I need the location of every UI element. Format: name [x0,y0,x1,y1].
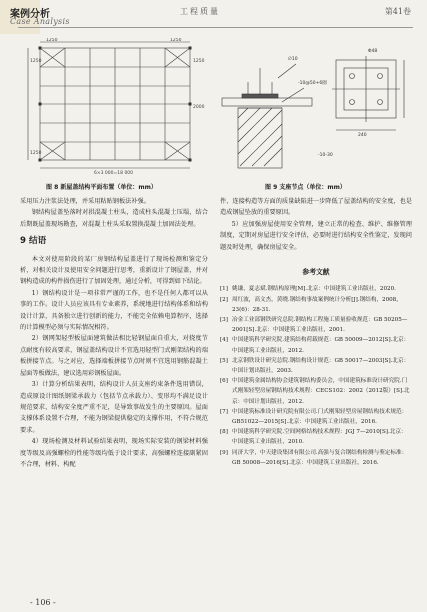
page-header [0,0,427,34]
reference-number: [7] [220,408,228,415]
reference-text: 中国建筑科学研究院.建筑结构荷载规范：GB 50009—2012[S].北京：中国建筑工业出版社，2012. [232,337,410,354]
reference-number: [4] [220,337,228,344]
paragraph: 4）现场检测及材料试验结果表明，现场实际安装的钢梁材料强度等级及高强螺栓的性能等级均低于设计要求，高强螺栓连接副紧固不合理，材料、构配 [20,438,208,468]
joint-label: -10@50+6圈 [298,81,327,86]
reference-item [220,376,412,407]
reference-text: 中国建筑科学研究院.空间网格结构技术规程：JGJ 7—2010[S].北京：中国建筑工业出版社，2010. [232,429,407,446]
figure-8-caption: 图 8 新屋盖结构平面布置（单位：mm） [46,184,157,191]
reference-text: 同济大学，中天建设集团有限公司.高强与复合钢结构检测与鉴定标准：GB 50008—2016[S].北京：中国建筑工业出版社，2016. [232,449,408,466]
figure-9-joint-drawing [218,38,413,176]
section-title: 案例分析 [10,9,50,20]
reference-text: 周红波，高文杰，黄晓.钢结构事故案例统计分析[J].钢结构，2008，23(6)：28-31. [232,296,402,313]
reference-item [220,427,412,447]
paragraph: 本文对使用阶段的某厂房钢结构屋盖进行了现场检测和鉴定分析，对相关设计及使用安全问题进行思考，重新设计了钢屋盖，并对钢构造成的构件损伤进行了加固处理，通过分析，可得到如下结论。 [20,255,208,286]
reference-text: 中国建筑标准设计研究院有限公司.门式刚架轻型房屋钢结构技术规范：GB51022—2015[S].北京：中国建筑工业出版社，2016. [232,408,408,426]
section-subtitle: Case Analysis [10,17,70,26]
reference-item [220,315,412,335]
reference-item [220,448,412,468]
joint-label: Φ48 [368,49,378,54]
reference-number: [3] [220,317,228,324]
header-rule [18,27,413,28]
paragraph: 1）钢结构设计是一项非常严谨的工作，也不是任何人都可以从事的工作。设计人员应该具有专业素养，系统地进行结构体系和结构设计计算，具备独立进行创新的能力，不能完全依赖电算程序，选择的计算模型必须与实际情况相符。 [20,289,208,332]
paragraph: 采用压力注浆法处理，并采用粘贴钢板法补强。 [20,198,150,205]
paragraph: 件、连接构造等方面的质量缺陷进一步降低了屋盖结构的安全度，也是造成钢屋坠放的重要原因。 [220,198,412,217]
figure-8-plan-drawing [20,38,210,176]
references-list [220,284,412,468]
paragraph: 2）钢网架轻型板屋面建筑做法相比轻钢屋面自重大，对挠度节点耐度有较高要求，钢屋盖结构设计不宜选用轻型门式刚架结构的端板拼接节点。与之对应，选择端板拼接节点时则不宜选用钢筋混凝土屋面等板做法，建议选用彩钢板屋面。 [20,335,208,377]
right-column [220,196,412,468]
figure-9-caption: 图 9 支座节点（单位：mm） [265,184,346,191]
reference-item [220,356,412,376]
dim-label: 6×3 000=18 000 [94,171,134,176]
reference-text: 北京钢铁设计研究总院.钢结构设计规范：GB 50017—2003[S].北京：中国计划出版社，2003. [232,357,410,375]
reference-item [220,295,412,315]
paragraph: 3）计算分析结果表明，结构设计人员支座约束条件选用错误，造成原设计图纸钢梁承载力（包括节点承载力）、变形均不满足设计规范要求，结构安全度严重不足，是导致事故发生的主要原因。屋面支撑体系设置不合理，不能为钢梁提供稳定的支撑作用，不符合规范要求。 [20,381,208,434]
reference-number: [2] [220,296,228,303]
reference-item [220,335,412,355]
joint-label: ∅10 [288,57,298,62]
joint-label: 240 [358,133,367,138]
reference-number: [6] [220,378,228,385]
volume-label: 第41卷 [384,7,411,16]
reference-number: [9] [220,449,228,456]
dim-label: 2000 [193,105,205,110]
section-heading: 9 结语 [20,236,47,247]
reference-item [220,407,412,427]
reference-number: [5] [220,357,228,364]
page-number: - 106 - [30,598,56,607]
reference-number: [1] [220,286,228,293]
left-column [20,196,208,470]
references-heading: 参考文献 [302,268,330,277]
dim-label: 1250 [193,59,205,64]
dim-label: 1250 [170,38,182,43]
dim-label: 1250 [30,151,42,156]
journal-name: 工程质量 [180,7,220,16]
paragraph: 5）应加强房屋使用安全管理，建立正常的检查、维护、维修管理制度，定期对房屋进行安全评估，必要时进行结构安全性鉴定，发现问题及时处理，确保房屋安全。 [220,220,412,251]
reference-text: 中国建筑金属结构协会建筑钢结构委员会，中国建筑标准设计研究院.门式刚架轻型房屋钢结构技术规程：CECS102：2002（2012版）[S].北京：中国计划出版社，2012. [232,378,410,405]
dim-label: 1250 [46,38,58,43]
joint-label: -10-30 [318,153,333,158]
reference-text: 冶金工业部钢铁研究总院.钢结构工程施工质量验收规范：GB 50205—2001[S].北京：中国建筑工业出版社，2001. [232,317,408,334]
reference-text: 姚谦，夏志斌.钢结构原理[M].北京：中国建筑工业出版社，2020. [232,286,396,293]
reference-item [220,284,412,294]
paragraph: 钢结构屋盖坠落时对拱混凝土柱头，造成柱头混凝土压塌，结合后期既屋盖现场勘查，对混凝土柱头采取置换混凝土加固法处理。 [20,209,208,228]
reference-number: [8] [220,429,228,436]
dim-label: 1250 [30,59,42,64]
